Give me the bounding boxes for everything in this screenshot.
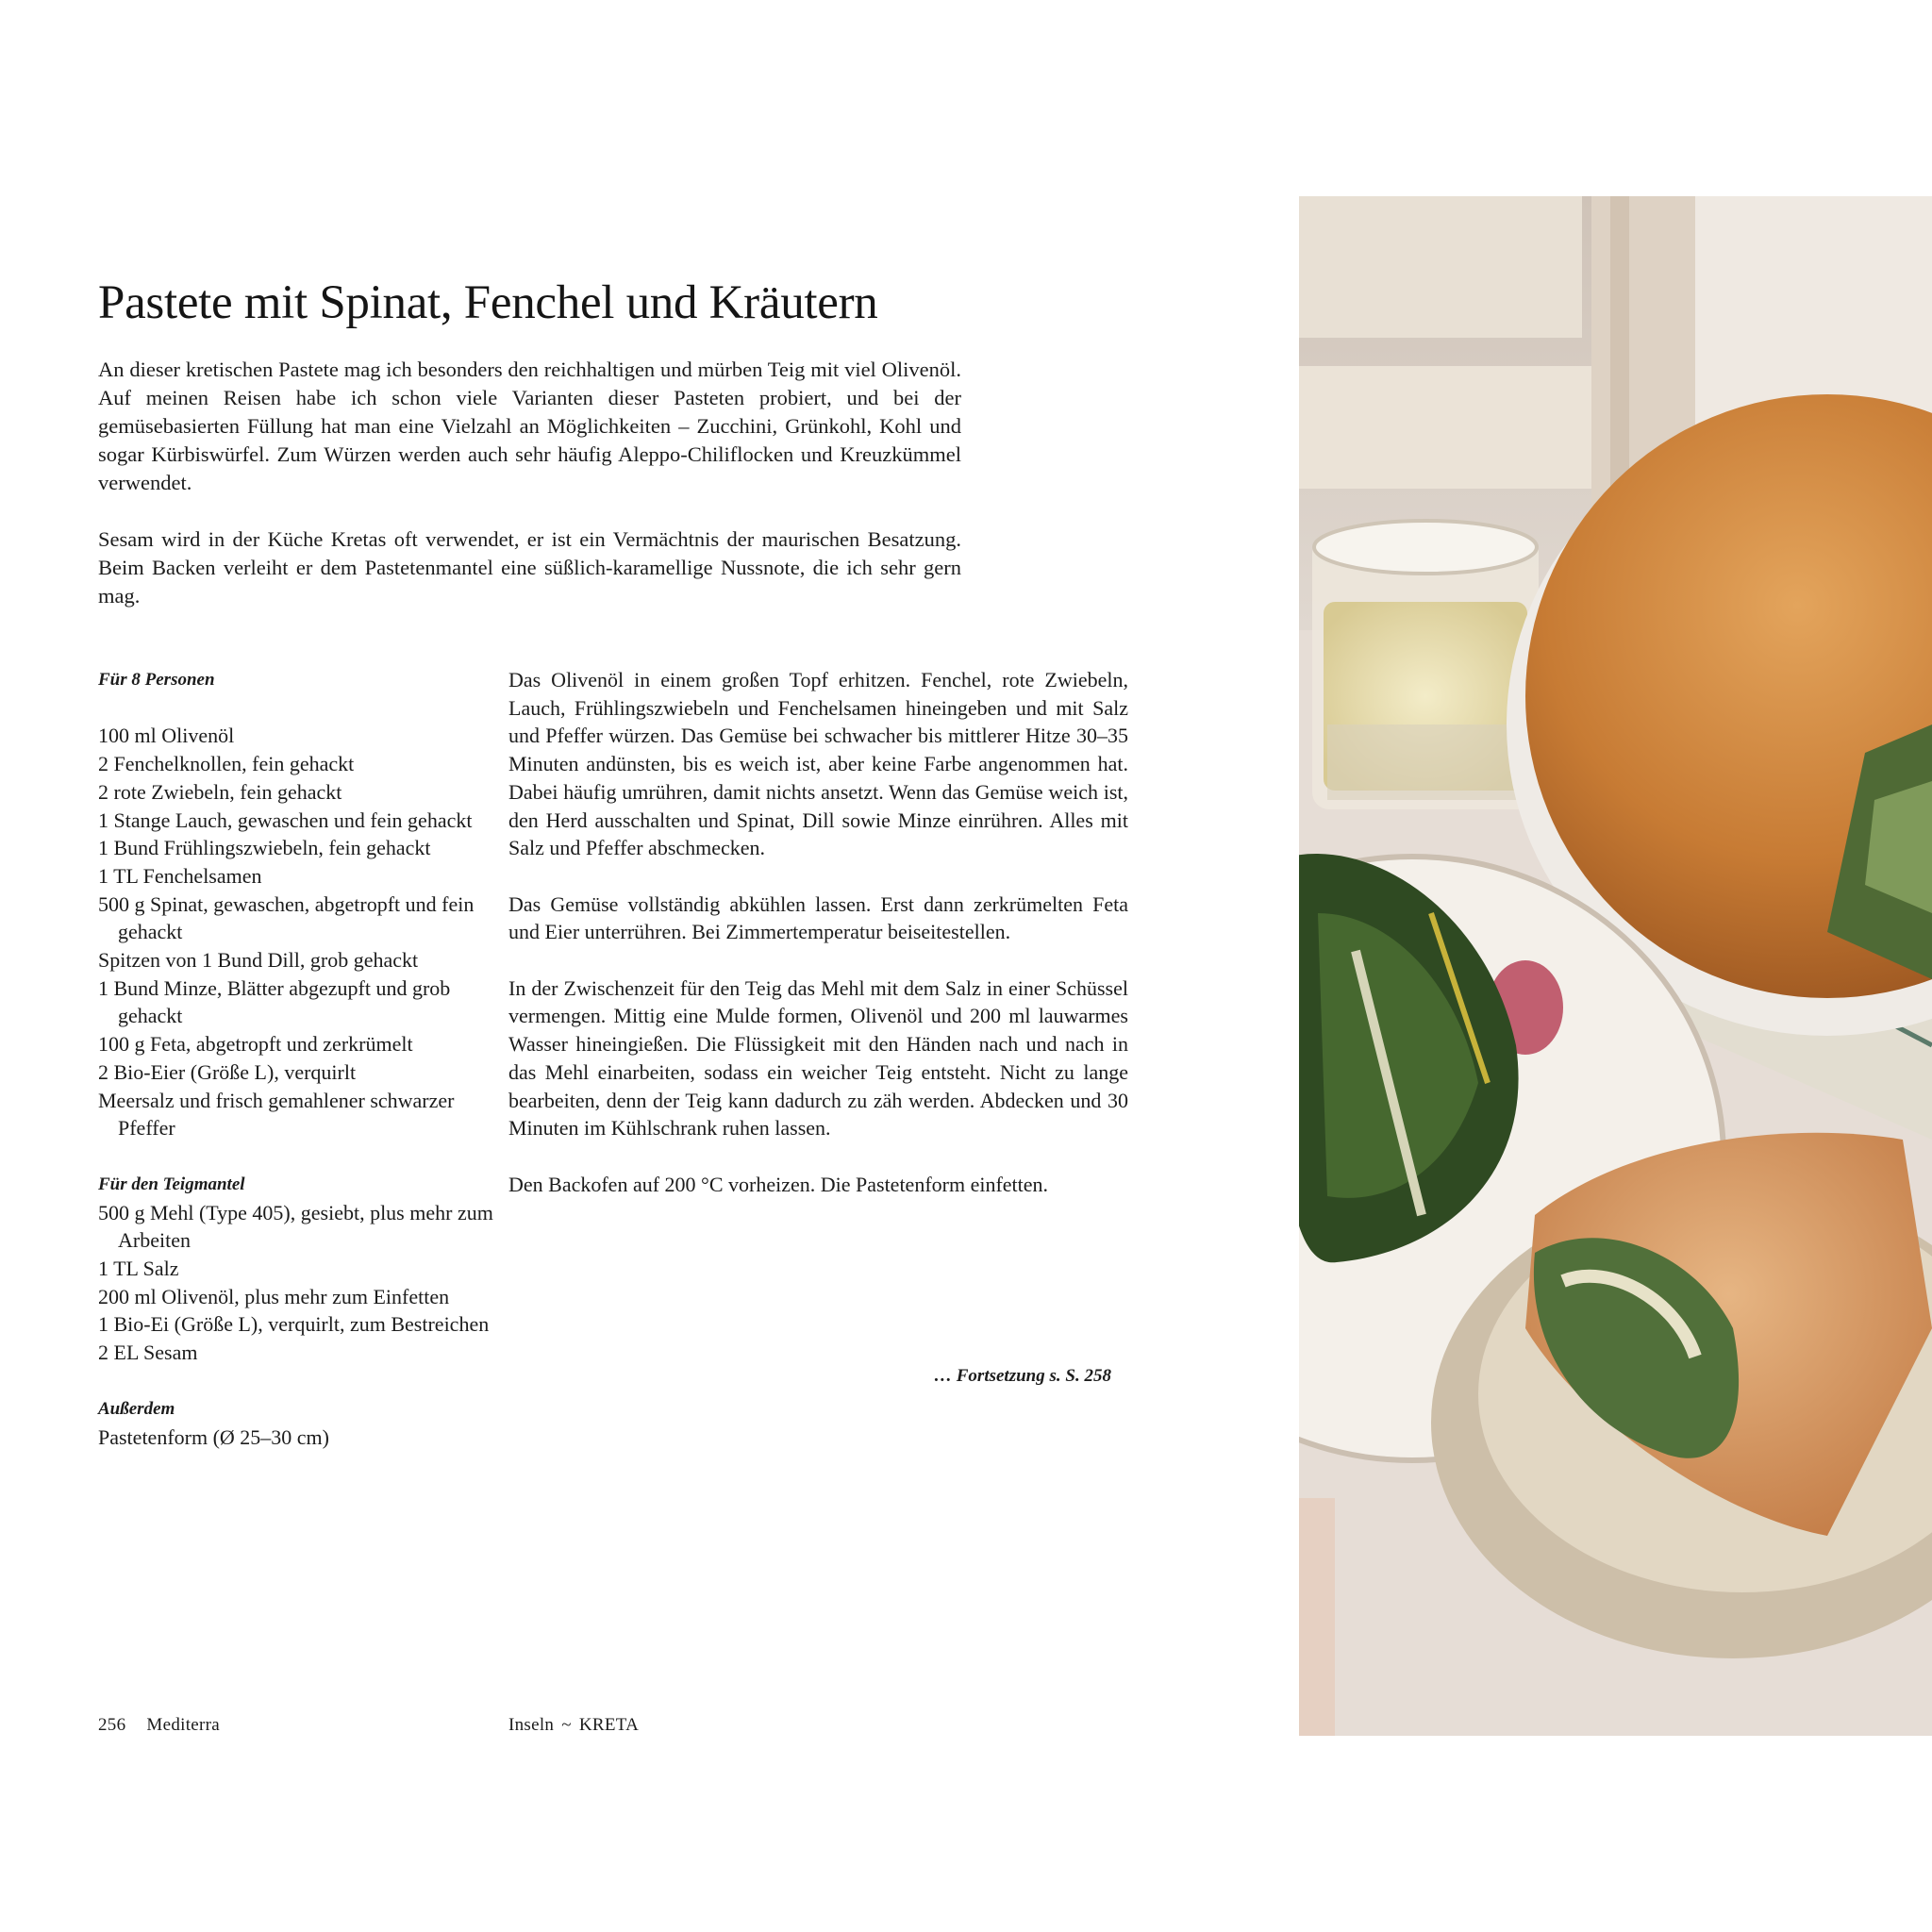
method-column	[508, 666, 1128, 1226]
extra-heading: Außerdem	[98, 1398, 175, 1419]
ingredient-item: 1 Bund Minze, Blätter abgezupft und grob gehackt	[98, 975, 451, 1028]
method-step: In der Zwischenzeit für den Teig das Mehl mit dem Salz in einer Schüssel vermengen. Mittig eine Mulde formen, Olivenöl und 200 ml lauwarmes Wasser hineingießen. Die Flüssigkeit mit den Händen nach und nach in das Mehl einarbeiten, sodass ein weicher Teig entsteht. Nicht zu lange bearbeiten, denn der Teig kann dadurch zu zäh werden. Abdecken und 30 Minuten im Kühlschrank ruhen lassen.	[508, 975, 1128, 1141]
footer-separator: ~	[561, 1715, 572, 1735]
dough-heading: Für den Teigmantel	[98, 1174, 245, 1194]
ingredient-item: Pastetenform (Ø 25–30 cm)	[98, 1424, 329, 1449]
ingredient-item: 100 ml Olivenöl	[98, 724, 235, 748]
chapter-label: KRETA	[578, 1715, 640, 1735]
ingredient-item: 1 Stange Lauch, gewaschen und fein gehackt	[98, 808, 473, 832]
ingredient-item: 1 Bund Frühlingszwiebeln, fein gehackt	[98, 836, 431, 860]
method-step: Das Olivenöl in einem großen Topf erhitzen. Fenchel, rote Zwiebeln, Lauch, Frühlingszwiebeln und Fenchelsamen hineingeben und mit Salz und Pfeffer würzen. Das Gemüse bei schwacher bis mittlerer Hitze 30–35 Minuten andünsten, bis es weich ist, aber keine Farbe angenommen hat. Dabei häufig umrühren, damit nichts ansetzt. Wenn das Gemüse weich ist, den Herd ausschalten und Spinat, Dill sowie Minze einrühren. Alles mit Salz und Pfeffer abschmecken.	[508, 668, 1128, 860]
extra-equipment-list	[98, 1424, 494, 1452]
method-step: Den Backofen auf 200 °C vorheizen. Die Pastetenform einfetten.	[508, 1172, 1049, 1196]
ingredients-column	[98, 666, 494, 1479]
ingredient-item: 2 Bio-Eier (Größe L), verquirlt	[98, 1059, 357, 1084]
ingredient-item: 500 g Mehl (Type 405), gesiebt, plus mehr zum Arbeiten	[98, 1200, 493, 1253]
continuation-note: … Fortsetzung s. S. 258	[934, 1366, 1111, 1386]
ingredient-item: 100 g Feta, abgetropft und zerkrümelt	[98, 1032, 413, 1057]
recipe-title: Pastete mit Spinat, Fenchel und Kräutern	[98, 276, 878, 330]
pie-and-salad-illustration	[1299, 196, 1932, 1736]
ingredient-item: 500 g Spinat, gewaschen, abgetropft und fein gehackt	[98, 891, 475, 944]
book-title: Mediterra	[146, 1715, 221, 1735]
ingredient-item: 2 EL Sesam	[98, 1341, 198, 1365]
ingredient-item: 200 ml Olivenöl, plus mehr zum Einfetten	[98, 1284, 450, 1308]
method-step: Das Gemüse vollständig abkühlen lassen. Erst dann zerkrümelten Feta und Eier unterrühren. Bei Zimmertemperatur beiseitestellen.	[508, 891, 1128, 944]
recipe-photo	[1299, 196, 1932, 1736]
ingredient-item: 1 Bio-Ei (Größe L), verquirlt, zum Bestreichen	[98, 1312, 490, 1337]
page-number: 256	[98, 1715, 126, 1735]
filling-ingredient-list	[98, 722, 494, 1142]
dough-ingredient-list	[98, 1199, 494, 1367]
intro-paragraph: An dieser kretischen Pastete mag ich besonders den reichhaltigen und mürben Teig mit viel Olivenöl. Auf meinen Reisen habe ich schon viele Varianten dieser Pasteten probiert, und bei der gemüsebasierten Füllung hat man eine Vielzahl an Möglichkeiten – Zucchini, Grünkohl, Kohl und sogar Kürbiswürfel. Zum Würzen werden auch sehr häufig Aleppo-Chiliflocken und Kreuzkümmel verwendet.	[98, 358, 961, 494]
intro-paragraph: Sesam wird in der Küche Kretas oft verwendet, er ist ein Vermächtnis der maurischen Besatzung. Beim Backen verleiht er dem Pastetenmantel eine süßlich-karamellige Nussnote, die ich sehr gern mag.	[98, 527, 961, 608]
ingredient-item: 2 Fenchelknollen, fein gehackt	[98, 752, 355, 776]
ingredient-item: 1 TL Fenchelsamen	[98, 863, 262, 888]
footer-right	[508, 1715, 639, 1736]
ingredient-item: 1 TL Salz	[98, 1257, 179, 1281]
ingredient-item: Meersalz und frisch gemahlener schwarzer Pfeffer	[98, 1088, 455, 1141]
servings-heading: Für 8 Personen	[98, 670, 215, 690]
ingredient-item: 2 rote Zwiebeln, fein gehackt	[98, 779, 342, 804]
intro-text	[98, 356, 961, 639]
ingredient-item: Spitzen von 1 Bund Dill, grob gehackt	[98, 948, 419, 973]
section-label: Inseln	[508, 1715, 555, 1735]
footer-left	[98, 1715, 220, 1736]
